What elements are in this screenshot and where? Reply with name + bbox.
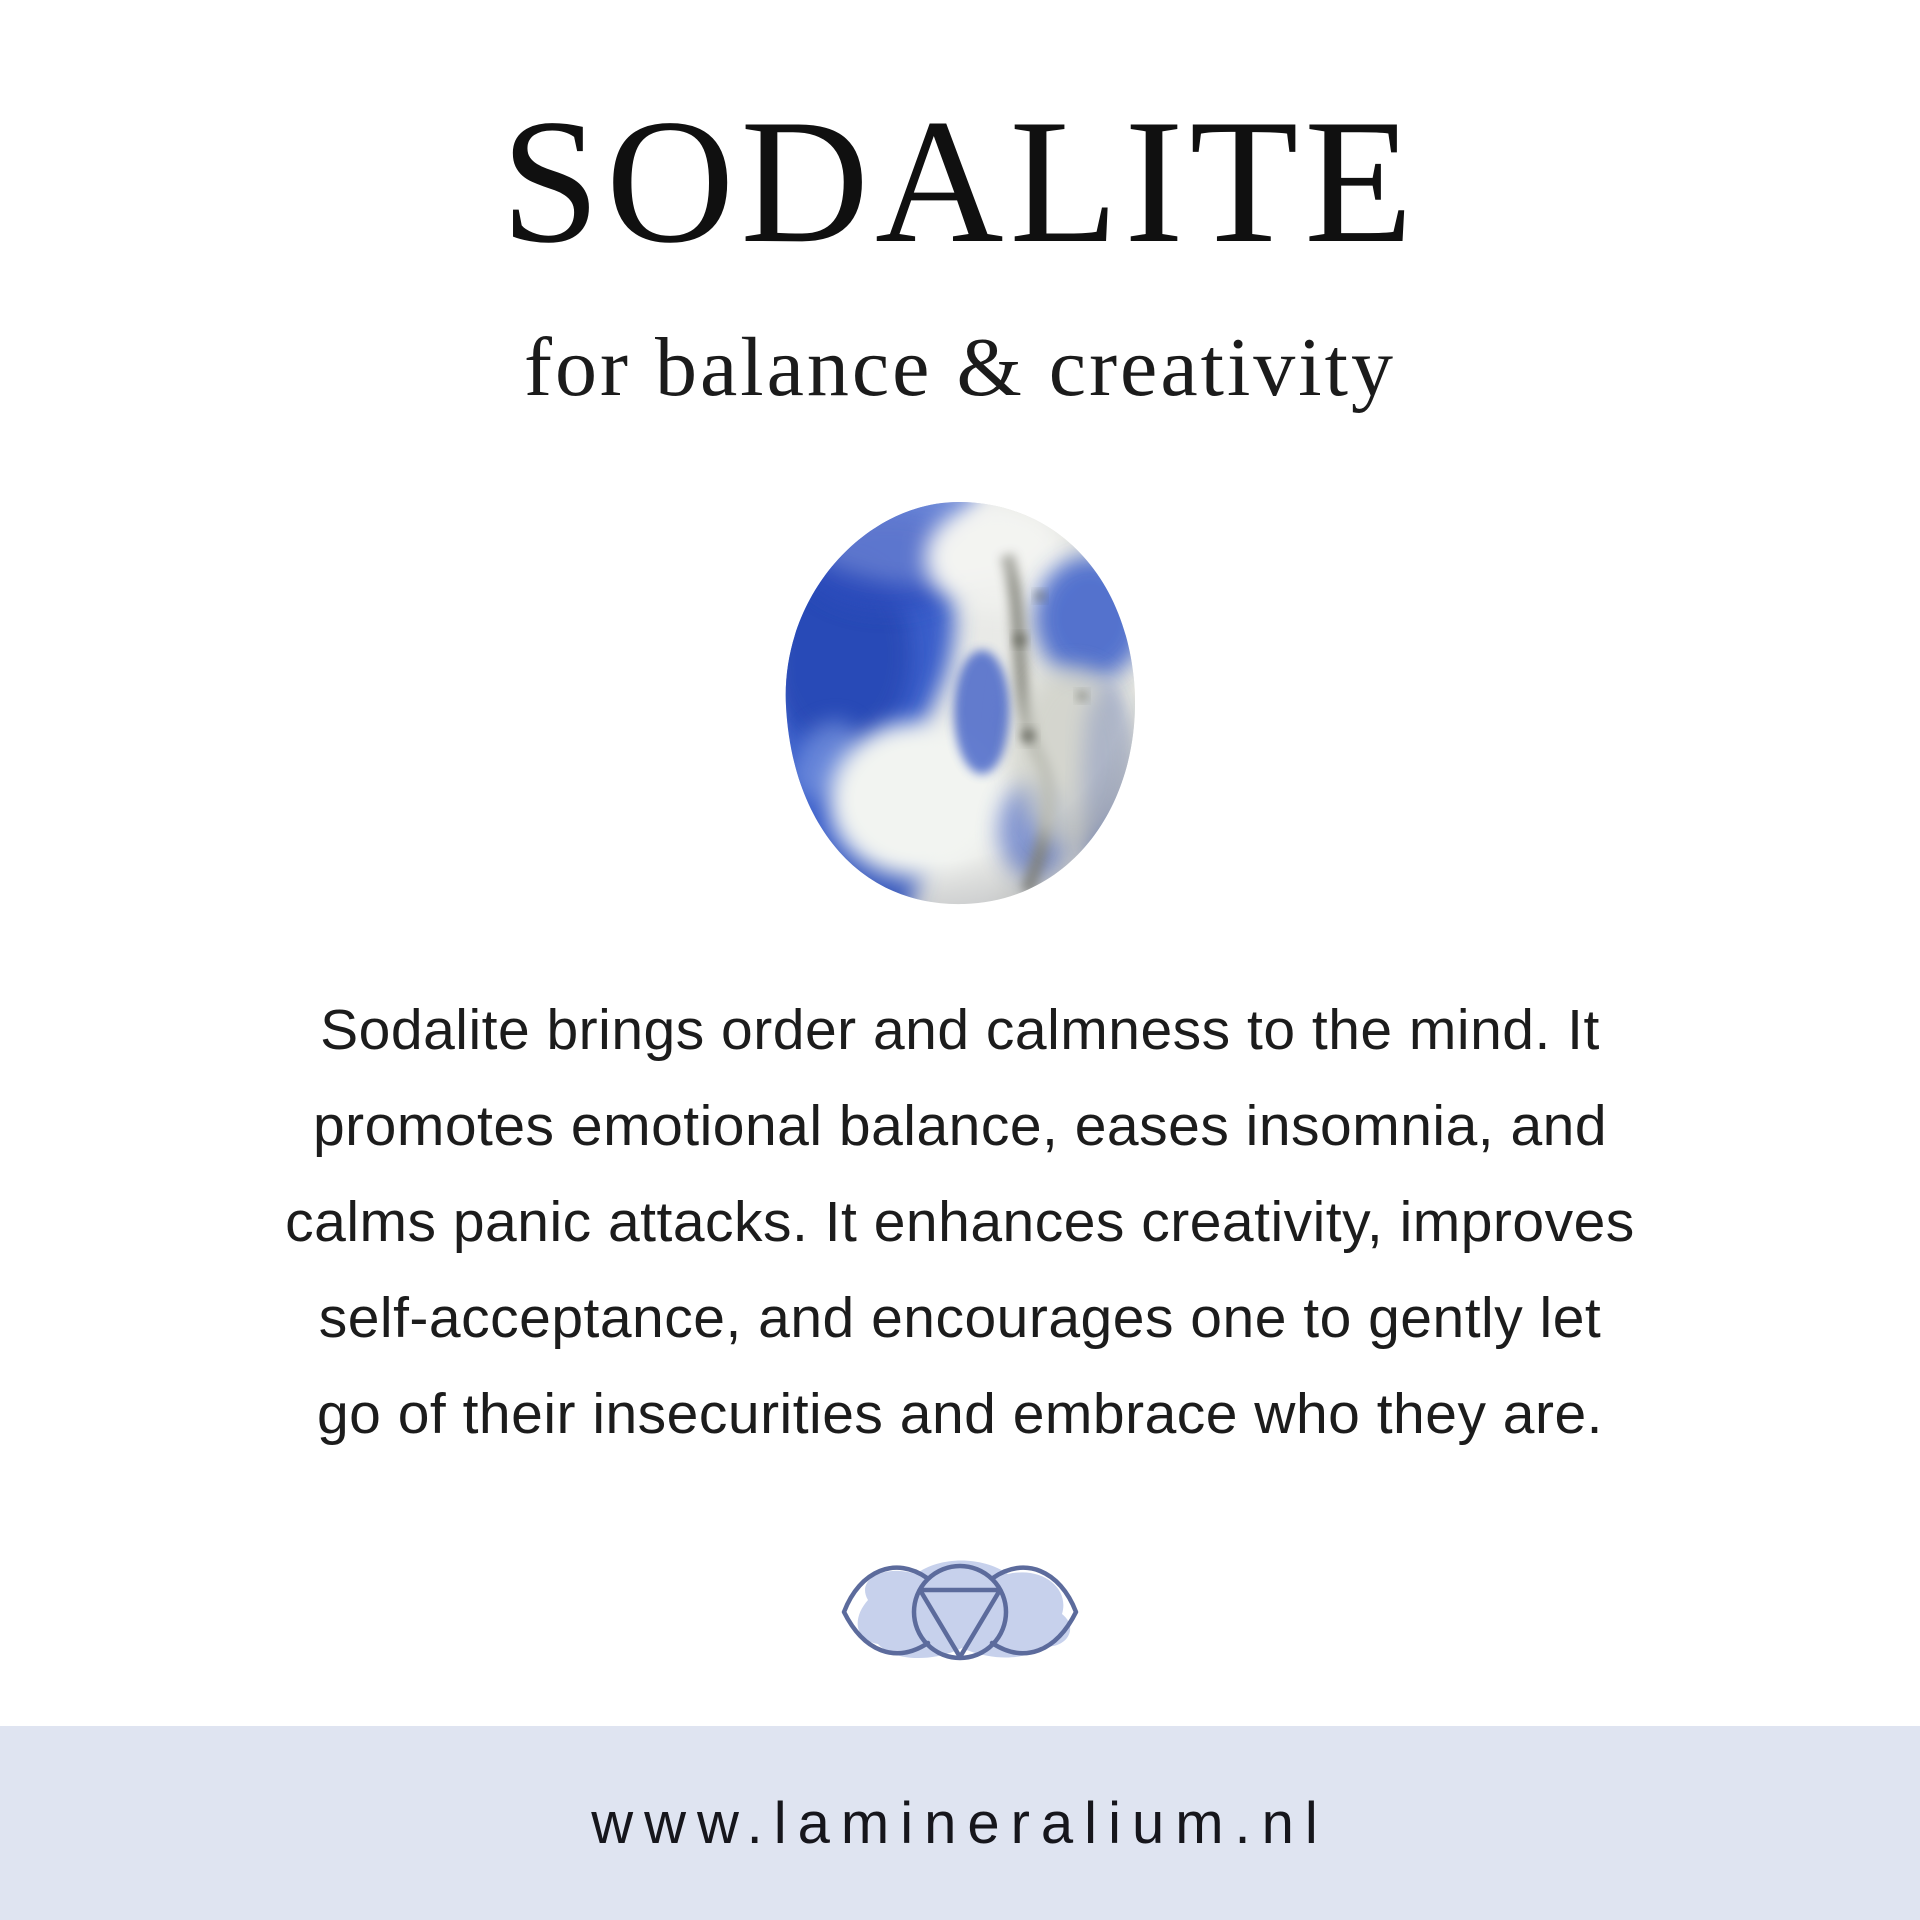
description-line: Sodalite brings order and calmness to the mind. It	[320, 998, 1600, 1062]
chakra-symbol-graphic	[830, 1548, 1090, 1683]
page-title: SODALITE	[500, 82, 1420, 280]
website-url: www.lamineralium.nl	[591, 1790, 1329, 1856]
description-text	[140, 982, 1780, 1462]
description-line: promotes emotional balance, eases insomnia, and	[312, 1094, 1608, 1158]
footer-bar	[0, 1726, 1920, 1920]
description-line: calms panic attacks. It enhances creativity, improves	[285, 1190, 1635, 1254]
description-line: self-acceptance, and encourages one to gently let	[318, 1286, 1602, 1350]
page-subtitle: for balance & creativity	[524, 321, 1396, 414]
sodalite-stone-image	[782, 500, 1138, 906]
third-eye-chakra-icon	[830, 1548, 1090, 1683]
sodalite-stone-graphic	[782, 500, 1138, 906]
description-line: go of their insecurities and embrace who they are.	[316, 1382, 1603, 1446]
